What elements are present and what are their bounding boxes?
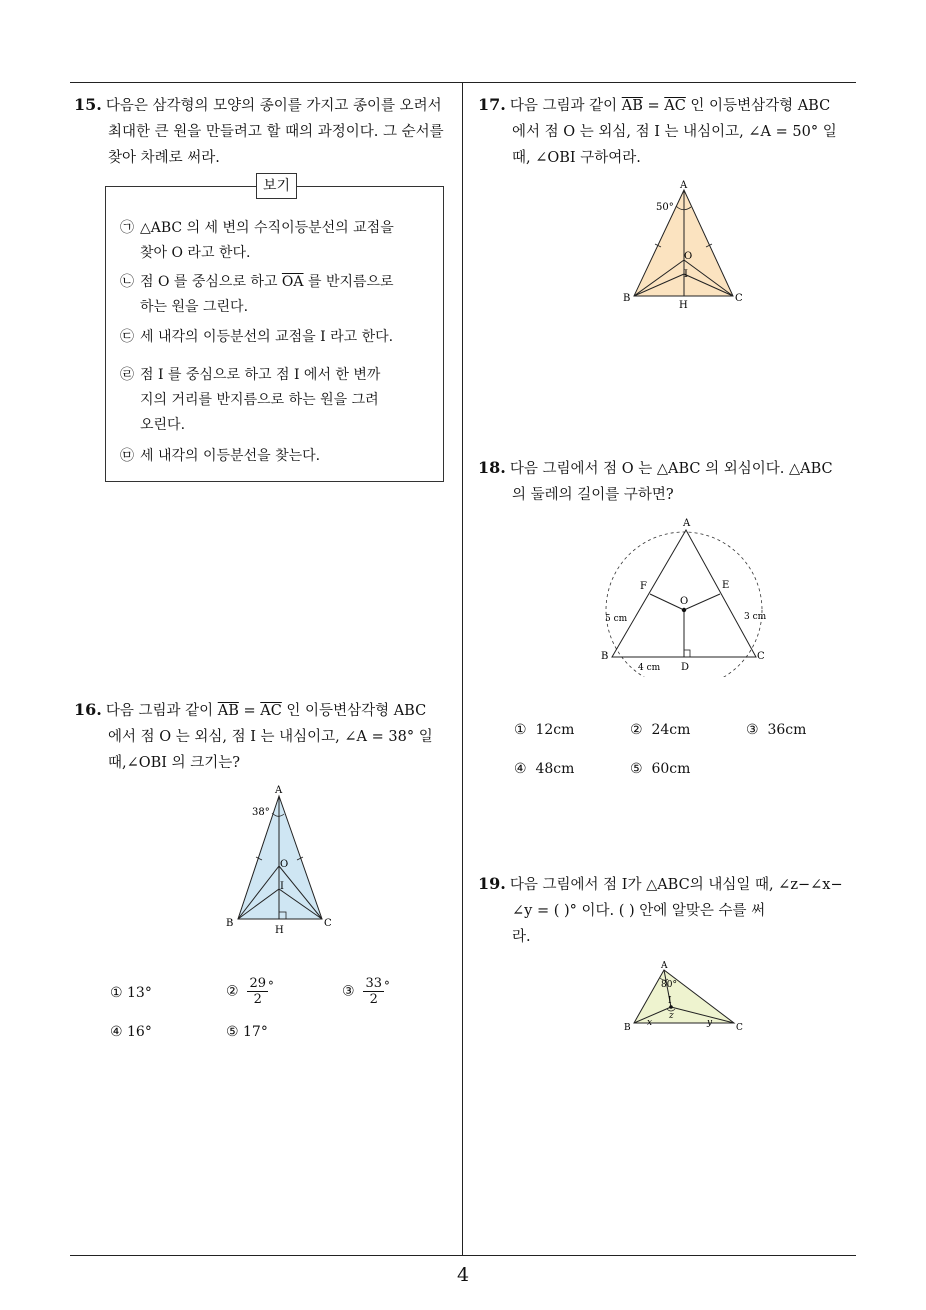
fig18-label-d: D [681, 662, 690, 673]
problem-number: 17. [478, 95, 506, 114]
choice-18-4[interactable]: ④ 48cm [514, 761, 575, 777]
choice-16-3[interactable]: ③ $\frac{33}{2}$ ° [342, 976, 390, 1007]
fraction: $\frac{29}{2}$ [249, 976, 267, 1007]
fig19-label-y: y [707, 1018, 713, 1028]
fig19-triangle [634, 970, 734, 1023]
fraction: $\frac{33}{2}$ [365, 976, 383, 1007]
fig16-label-a: A [275, 785, 283, 796]
fig18-label-o: O [680, 596, 689, 607]
fig17-label-h: H [679, 300, 688, 311]
fig16-label-i: I [280, 881, 284, 892]
fig17-label-o: O [684, 251, 693, 262]
fig18-label-b: B [601, 651, 609, 662]
figure-16-isosceles-triangle [220, 783, 350, 938]
choice-18-5[interactable]: ⑤ 60cm [630, 761, 691, 777]
figure-19-incenter [620, 958, 750, 1038]
fig18-label-e: E [722, 580, 730, 591]
choice-16-1[interactable]: ① 13° [110, 985, 152, 1001]
fig17-label-b: B [623, 293, 631, 304]
choice-16-4[interactable]: ④ 16° [110, 1024, 152, 1040]
fig17-label-c: C [735, 293, 743, 304]
choice-16-2[interactable]: ② $\frac{29}{2}$ ° [226, 976, 274, 1007]
fig19-label-z: z [669, 1011, 674, 1021]
problem-number: 19. [478, 874, 506, 893]
bogi-item-3: ㉢ 세 내각의 이등분선의 교점을 I 라고 한다. [120, 329, 394, 345]
fig16-label-b: B [226, 918, 234, 929]
problem-number: 15. [74, 95, 102, 114]
fig19-label-c: C [736, 1023, 743, 1033]
fig18-length-4: 4 cm [638, 663, 661, 673]
figure-17-isosceles-triangle [618, 178, 748, 313]
problem-18: 18. 다음 그림에서 점 O 는 △ABC 의 외심이다. △ABC 의 둘레의 길이를 구하면? [478, 458, 833, 503]
fig17-angle-label: 50° [656, 202, 674, 213]
fig18-label-f: F [640, 581, 647, 592]
problem-19: 19. 다음 그림에서 점 I가 △ABC의 내심일 때, ∠z−∠x− ∠y = ( )° 이다. ( ) 안에 알맞은 수를 써 라. [478, 874, 843, 945]
fig16-label-c: C [324, 918, 332, 929]
fig19-label-x: x [647, 1018, 653, 1028]
fig18-length-5: 5 cm [605, 614, 628, 624]
fig19-label-b: B [624, 1023, 631, 1033]
bogi-item-5: ㉤ 세 내각의 이등분선을 찾는다. [120, 448, 321, 464]
figure-18-circumcenter [598, 512, 778, 677]
bogi-item-2: ㉡ 점 O 를 중심으로 하고 $\overline{OA}$ 를 반지름으로 하는 원을 그린다. [120, 274, 394, 315]
fig18-label-a: A [683, 518, 691, 529]
fig18-label-c: C [757, 651, 765, 662]
page-number: 4 [456, 1264, 470, 1286]
choice-18-3[interactable]: ③ 36cm [746, 722, 807, 738]
choice-16-5[interactable]: ⑤ 17° [226, 1024, 268, 1040]
fig16-label-h: H [275, 925, 284, 936]
fig19-angle-label: 80° [661, 980, 677, 990]
column-divider [462, 82, 463, 1256]
bogi-item-1: ㉠ △ABC 의 세 변의 수직이등분선의 교점을 찾아 O 라고 한다. [120, 220, 394, 261]
bogi-item-4: ㉣ 점 I 를 중심으로 하고 점 I 에서 한 변까 지의 거리를 반지름으로 하는 원을 그려 오린다. [120, 367, 381, 433]
fig18-length-3: 3 cm [744, 612, 767, 622]
bogi-title: 보기 [256, 173, 297, 199]
fig16-angle-label: 38° [252, 807, 270, 818]
problem-17: 17. 다음 그림과 같이 $\overline{AB} = \overline{AC}$ 인 이등변삼각형 ABC 에서 점 O 는 외심, 점 I 는 내심이고, ∠A = 50° 일 때, ∠OBI 구하여라. [478, 95, 837, 166]
problem-number: 18. [478, 458, 506, 477]
fig16-label-o: O [280, 859, 289, 870]
fig16-triangle [238, 796, 322, 919]
choice-18-2[interactable]: ② 24cm [630, 722, 691, 738]
fig19-label-a: A [661, 961, 668, 971]
top-rule [70, 82, 856, 83]
bottom-rule [70, 1255, 856, 1256]
problem-15: 15. 다음은 삼각형의 모양의 종이를 가지고 종이를 오려서 최대한 큰 원을 만들려고 할 때의 과정이다. 그 순서를 찾아 차례로 써라. [74, 95, 444, 166]
problem-16: 16. 다음 그림과 같이 $\overline{AB} = \overline{AC}$ 인 이등변삼각형 ABC 에서 점 O 는 외심, 점 I 는 내심이고, ∠A = 38° 일 때,∠OBI 의 크기는? [74, 700, 433, 771]
fig17-label-a: A [680, 180, 688, 191]
choice-18-1[interactable]: ① 12cm [514, 722, 575, 738]
fig19-label-i: I [668, 996, 672, 1006]
problem-number: 16. [74, 700, 102, 719]
fig17-label-i: I [684, 269, 688, 280]
